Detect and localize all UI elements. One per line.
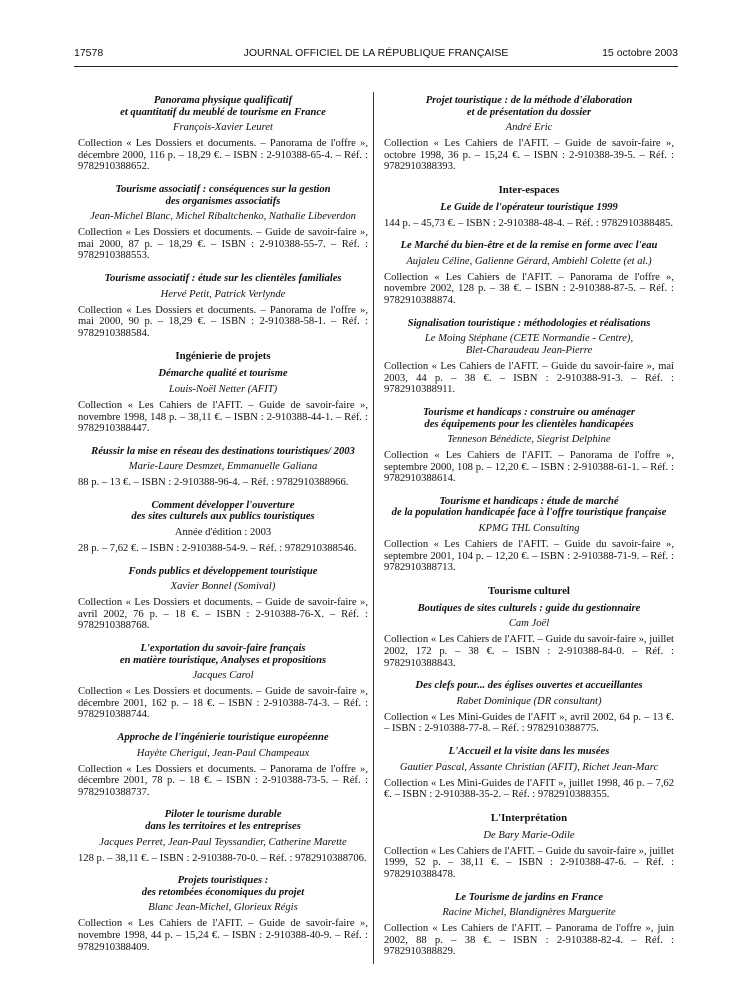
entry-author-line: Blet-Charaudeau Jean-Pierre xyxy=(465,345,593,357)
catalog-entry xyxy=(78,643,368,721)
entry-author-line: Racine Michel, Blandignères Marguerite xyxy=(442,907,616,919)
entry-author-line: François-Xavier Leuret xyxy=(173,122,273,134)
catalog-entry xyxy=(384,746,674,801)
entry-title-line: Tourisme et handicaps : étude de marché xyxy=(439,495,619,507)
entry-authors xyxy=(384,434,674,446)
entry-authors xyxy=(384,122,674,134)
entry-author-line: Hervé Petit, Patrick Verlynde xyxy=(160,288,286,300)
entry-title-line: de la population handicapée face à l'offre touristique française xyxy=(391,507,667,519)
entry-reference: Collection « Les Dossiers et documents. – Panorama de l'offre », décembre 2000, 116 p. – 18,29 €. – ISBN : 2-910388-65-4. – Réf. : 9782910388652. xyxy=(78,138,368,173)
catalog-entry xyxy=(78,184,368,262)
entry-author-line: Marie-Laure Desmzet, Emmanuelle Galiana xyxy=(128,461,318,473)
section-heading: Tourisme culturel xyxy=(488,584,570,597)
entry-title xyxy=(78,184,368,207)
entry-title-line: des sites culturels aux publics touristiques xyxy=(131,511,315,523)
catalog-entry xyxy=(78,566,368,632)
entry-reference: Collection « Les Cahiers de l'AFIT. – Guide du savoir-faire », juillet 2002, 172 p. – 38 €. – ISBN : 2-910388-84-0. – Réf. : 9782910388843. xyxy=(384,634,674,669)
entry-title-line: Panorama physique qualificatif xyxy=(153,95,293,106)
entry-author-line: Tenneson Bénédicte, Siegrist Delphine xyxy=(447,434,611,446)
entry-authors xyxy=(78,122,368,134)
catalog-entry xyxy=(78,446,368,489)
entry-title-line: Réussir la mise en réseau des destinations touristiques/ 2003 xyxy=(91,445,355,457)
entry-reference: Collection « Les Cahiers de l'AFIT. – Panorama de l'offre », novembre 2002, 128 p. – 38 €. – ISBN : 2-910388-87-5. – Réf. : 9782910388874. xyxy=(384,271,674,306)
catalog-entry xyxy=(384,407,674,485)
entry-author-line: Jean-Michel Blanc, Michel Ribaltchenko, Nathalie Libeverdon xyxy=(90,211,356,223)
entry-title xyxy=(384,496,674,519)
entry-title xyxy=(384,680,674,692)
entry-title-line: et de présentation du dossier xyxy=(466,106,592,118)
entry-title-line: Des clefs pour... des églises ouvertes et accueillantes xyxy=(415,680,643,692)
entry-title-line: des retombées économiques du projet xyxy=(141,886,305,898)
entry-authors xyxy=(384,830,674,842)
entry-authors xyxy=(384,762,674,774)
entry-author-line: Gautier Pascal, Assante Christian (AFIT), Richet Jean-Marc xyxy=(399,761,659,773)
entry-title-line: Signalisation touristique : méthodologies et réalisations xyxy=(407,317,651,329)
entry-title xyxy=(78,875,368,898)
entry-authors xyxy=(78,211,368,223)
entry-title-line: Projet touristique : de la méthode d'élaboration xyxy=(425,95,633,106)
catalog-entry xyxy=(78,368,368,434)
entry-title-line: des équipements pour les clientèles handicapées xyxy=(424,418,634,430)
entry-reference: Collection « Les Cahiers de l'AFIT. – Guide de savoir-faire », octobre 1998, 36 p. – 15,24 €. – ISBN : 2-910388-39-5. – Réf. : 9782910388393. xyxy=(384,138,674,173)
catalog-entry xyxy=(384,318,674,396)
entry-author-line: Hayète Cherigui, Jean-Paul Champeaux xyxy=(136,747,310,759)
entry-reference: Collection « Les Cahiers de l'AFIT. – Guide de savoir-faire », novembre 1998, 148 p. – 38,11 €. – ISBN : 2-910388-44-1. – Réf. : 9782910388447. xyxy=(78,399,368,435)
left-column xyxy=(78,95,368,964)
entry-reference: Collection « Les Cahiers de l'AFIT. – Panorama de l'offre », juin 2002, 88 p. – 38 €. – ISBN : 2-910388-82-4. – Réf. : 9782910388829. xyxy=(384,923,674,958)
entry-title xyxy=(78,643,368,666)
entry-authors xyxy=(384,618,674,630)
issue-date: 15 octobre 2003 xyxy=(602,47,678,59)
catalog-entry xyxy=(78,875,368,953)
catalog-entry xyxy=(78,732,368,798)
entry-title xyxy=(78,446,368,458)
entry-title-line: Le Marché du bien-être et de la remise en forme avec l'eau xyxy=(400,240,658,252)
entry-author-line: Louis-Noël Netter (AFIT) xyxy=(168,383,278,395)
entry-reference: Collection « Les Dossiers et documents. – Panorama de l'offre », décembre 2001, 78 p. – 18 €. – ISBN : 2-910388-73-5. – Réf. : 9782910388737. xyxy=(78,763,368,798)
entry-title xyxy=(78,566,368,578)
catalog-entry xyxy=(384,892,674,958)
entry-title xyxy=(78,95,368,118)
entry-authors xyxy=(78,581,368,593)
catalog-entry xyxy=(384,680,674,735)
entry-authors xyxy=(384,696,674,708)
entry-title xyxy=(384,202,674,214)
entry-edition-year: Année d'édition : 2003 xyxy=(174,527,272,539)
entry-title xyxy=(384,240,674,252)
entry-reference: Collection « Les Cahiers de l'AFIT. – Guide du savoir-faire », mai 2003, 44 p. – 38 €. – ISBN : 2-910388-91-3. – Réf. : 9782910388911. xyxy=(384,361,674,396)
entry-authors xyxy=(78,748,368,760)
entry-reference: 144 p. – 45,73 €. – ISBN : 2-910388-48-4. – Réf. : 9782910388485. xyxy=(384,217,673,229)
entry-title-line: Tourisme associatif : conséquences sur la gestion xyxy=(115,183,331,195)
entry-title xyxy=(384,892,674,904)
entry-title-line: Le Tourisme de jardins en France xyxy=(454,891,604,903)
entry-authors xyxy=(384,256,674,268)
journal-title: JOURNAL OFFICIEL DE LA RÉPUBLIQUE FRANÇAISE xyxy=(243,47,509,59)
page-header xyxy=(74,47,678,63)
entry-authors xyxy=(78,289,368,301)
entry-authors xyxy=(78,670,368,682)
catalog-entry xyxy=(78,95,368,173)
catalog-entry xyxy=(384,496,674,574)
section-heading: L'Interprétation xyxy=(490,811,568,824)
catalog-entry xyxy=(384,603,674,669)
entry-author-line: André Eric xyxy=(505,122,553,134)
entry-author-line: Jacques Carol xyxy=(192,670,254,682)
entry-reference: 28 p. – 7,62 €. – ISBN : 2-910388-54-9. – Réf. : 9782910388546. xyxy=(78,543,357,555)
entry-reference: 88 p. – 13 €. – ISBN : 2-910388-96-4. – Réf. : 9782910388966. xyxy=(78,477,349,489)
entry-title xyxy=(384,95,674,118)
entry-title-line: en matière touristique, Analyses et propositions xyxy=(119,654,327,666)
entry-author-line: Xavier Bonnel (Somival) xyxy=(170,581,276,593)
entry-title xyxy=(384,407,674,430)
entry-author-line: Cam Joël xyxy=(508,618,550,630)
catalog-entry xyxy=(78,809,368,864)
entry-authors xyxy=(78,461,368,473)
entry-author-line: Aujaleu Céline, Galienne Gérard, Ambiehl Colette (et al.) xyxy=(406,255,652,267)
entry-author-line: De Bary Marie-Odile xyxy=(483,829,575,841)
header-rule xyxy=(74,66,678,67)
entry-authors xyxy=(384,523,674,535)
entry-title-line: Boutiques de sites culturels : guide du gestionnaire xyxy=(417,602,641,614)
entry-title-line: dans les territoires et les entreprises xyxy=(145,820,301,832)
entry-author-line: Jacques Perret, Jean-Paul Teyssandier, Catherine Marette xyxy=(99,836,347,848)
entry-reference: Collection « Les Dossiers et documents. – Guide de savoir-faire », décembre 2001, 162 p. – 18 €. – ISBN : 2-910388-74-3. – Réf. : 9782910388744. xyxy=(78,686,368,721)
entry-author-line: Le Moing Stéphane (CETE Normandie - Centre), xyxy=(424,333,634,345)
entry-title xyxy=(78,273,368,285)
entry-title-line: Tourisme et handicaps : construire ou aménager xyxy=(422,406,636,418)
entry-title xyxy=(384,318,674,330)
entry-title-line: Fonds publics et développement touristique xyxy=(128,565,318,577)
entry-authors xyxy=(78,902,368,914)
section-heading: Inter-espaces xyxy=(498,183,560,196)
entry-reference: 128 p. – 38,11 €. – ISBN : 2-910388-70-0. – Réf. : 9782910388706. xyxy=(78,852,367,864)
entry-title xyxy=(384,746,674,758)
catalog-entry xyxy=(78,273,368,339)
entry-title xyxy=(78,732,368,744)
entry-authors xyxy=(78,384,368,396)
entry-title-line: Le Guide de l'opérateur touristique 1999 xyxy=(440,201,618,213)
entry-reference: Collection « Les Cahiers de l'AFIT. – Panorama de l'offre », septembre 2000, 108 p. – 12,20 €. – ISBN : 2-910388-61-1. – Réf. : 9782910388614. xyxy=(384,450,674,485)
entry-title-line: des organismes associatifs xyxy=(165,195,281,207)
entry-reference: Collection « Les Cahiers de l'AFIT. – Guide du savoir-faire », juillet 1999, 52 p. – 38,11 €. – ISBN : 2-910388-47-6. – Réf. : 9782910388478. xyxy=(384,845,674,880)
entry-title-line: Tourisme associatif : étude sur les clientèles familiales xyxy=(104,272,342,284)
catalog-entry xyxy=(384,202,674,229)
entry-reference: Collection « Les Cahiers de l'AFIT. – Guide de savoir-faire », novembre 1998, 44 p. – 15,24 €. – ISBN : 2-910388-40-9. – Réf. : 9782910388409. xyxy=(78,918,368,953)
entry-author-line: Blanc Jean-Michel, Glorieux Régis xyxy=(148,902,298,914)
catalog-entry xyxy=(384,95,674,173)
entry-reference: Collection « Les Dossiers et documents. – Guide de savoir-faire », avril 2002, 76 p. – 18 €. – ISBN : 2-910388-76-X. – Réf. : 9782910388768. xyxy=(78,597,368,632)
entry-title-line: Piloter le tourisme durable xyxy=(164,809,282,821)
entry-title-line: et quantitatif du meublé de tourisme en France xyxy=(120,106,326,118)
right-column xyxy=(384,95,674,969)
entry-title xyxy=(384,603,674,615)
entry-title xyxy=(78,809,368,832)
catalog-entry xyxy=(384,240,674,306)
entry-authors xyxy=(384,907,674,919)
entry-title-line: Comment développer l'ouverture xyxy=(151,499,295,511)
entry-reference: Collection « Les Cahiers de l'AFIT. – Guide du savoir-faire », septembre 2001, 104 p. – 12,20 €. – ISBN : 2-910388-71-9. – Réf. : 9782910388713. xyxy=(384,539,674,574)
entry-title xyxy=(78,500,368,523)
entry-title xyxy=(78,368,368,380)
page-number: 17578 xyxy=(74,47,104,59)
catalog-entry xyxy=(384,830,674,881)
entry-reference: Collection « Les Mini-Guides de l'AFIT », avril 2002, 64 p. – 13 €. – ISBN : 2-910388-77-8. – Réf. : 9782910388775. xyxy=(384,711,674,735)
entry-title-line: Démarche qualité et tourisme xyxy=(158,368,288,380)
entry-author-line: Rabet Dominique (DR consultant) xyxy=(456,695,602,707)
entry-authors xyxy=(78,837,368,849)
entry-title-line: L'Accueil et la visite dans les musées xyxy=(448,746,610,757)
entry-reference: Collection « Les Dossiers et documents. – Guide de savoir-faire », mai 2000, 87 p. – 18,29 €. – ISBN : 2-910388-55-7. – Réf. : 9782910388553. xyxy=(78,227,368,262)
entry-title-line: Projets touristiques : xyxy=(177,875,269,887)
column-divider xyxy=(373,92,374,964)
entry-reference: Collection « Les Mini-Guides de l'AFIT », juillet 1998, 46 p. – 7,62 €. – ISBN : 2-910388-35-2. – Réf. : 9782910388355. xyxy=(384,777,674,801)
catalog-entry xyxy=(78,500,368,555)
entry-author-line: KPMG THL Consulting xyxy=(478,523,580,535)
section-heading: Ingénierie de projets xyxy=(175,350,271,363)
entry-authors xyxy=(384,333,674,357)
entry-reference: Collection « Les Dossiers et documents. – Panorama de l'offre », mai 2000, 90 p. – 18,29 €. – ISBN : 2-910388-58-1. – Réf. : 9782910388584. xyxy=(78,304,368,339)
entry-title-line: L'exportation du savoir-faire français xyxy=(140,643,306,655)
entry-title-line: Approche de l'ingénierie touristique européenne xyxy=(117,732,329,743)
